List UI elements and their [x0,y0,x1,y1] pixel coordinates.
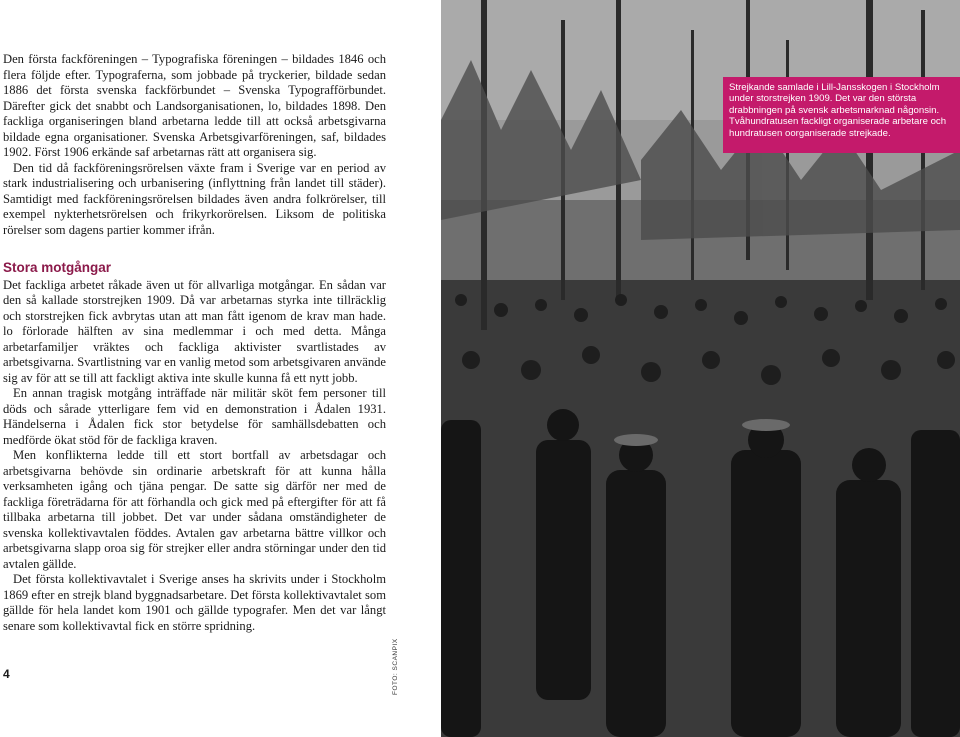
photo-credit: FOTO: SCANPIX [392,638,399,695]
photo-caption: Strejkande samlade i Lill-Jansskogen i Stockholm under storstrejken 1909. Det var den största drabbningen på svensk arbetsmarknad någonsin. Tvåhundratusen fackligt organiserade arbetare och hundratusen oorganiserade strejkade. [723,77,960,153]
page-number: 4 [3,667,10,681]
main-paragraph-4: Det första kollektivavtalet i Sverige anses ha skrivits under i Stockholm 1869 efter en strejk bland byggnadsarbetare. Det första kollektivavtalet som gällde för hela landet kom 1901 och gällde typografer. Men det var långt senare som kollektivavtal fick en större spridning. [3,572,386,633]
article-text-column [3,52,386,634]
section-heading: Stora motgångar [3,260,112,275]
intro-paragraph-2: Den tid då fackföreningsrörelsen växte fram i Sverige var en period av stark industrialisering och urbanisering (inflyttning från landet till städer). Samtidigt med fackföreningsrörelsen bildades även andra folkrörelser, till exempel nykterhetsrörelsen och frikyrkorörelsen. Liksom de politiska rörelser som dagens partier kommer ifrån. [3,160,386,237]
main-paragraph-3: Men konflikterna ledde till ett stort bortfall av arbetsdagar och arbetsgivarna behövde sin ordinarie arbetskraft för att kunna hålla verksamheten igång och tjäna pengar. De satte sig därför ner med de fackliga företrädarna för att förhandla och gick med på eftergifter för att få tillbaka arbetarna till jobbet. Det var under sådana omständigheter de svenska kollektivavtalen föddes. Avtalen gav arbetarna bättre villkor och arbetsgivarna slapp oroa sig för strejker eller andra störningar under den tid avtalen gällde. [3,448,386,571]
main-paragraph-2: En annan tragisk motgång inträffade när militär sköt fem personer till döds och sårade ytterligare fem vid en demonstration i Ådalen 1931. Händelserna i Ådalen fick stor betydelse för samhällsdebatten och medförde ökat stöd för de fackliga kraven. [3,386,386,447]
intro-paragraph-1: Den första fackföreningen – Typografiska föreningen – bildades 1846 och flera följde efter. Typograferna, som jobbade på tryckerier, bildade sedan 1886 det första svenska fackförbundet – Svenska Typografförbundet. Därefter gick det snabbt och Landsorganisationen, lo, bildades 1898. Den fackliga organiseringen bland arbetarna ledde till att också arbetsgivarna bildade egna organisationer. Svenska Arbetsgivarföreningen, saf, bildades 1902. Först 1906 erkände saf arbetarnas rätt att organisera sig. [3,52,386,159]
main-paragraph-1: Det fackliga arbetet råkade även ut för allvarliga motgångar. En sådan var den så kallade storstrejken 1909. Då var arbetarnas styrka inte tillräcklig och storstrejken fick avbrytas utan att man fått igenom de krav man hade. lo förlorade hälften av sina medlemmar i och med detta. Många arbetarfamiljer vräktes och fackliga aktivister svartlistades av arbetsgivarna. Svartlistning var en vanlig metod som arbetsgivaren använde sig av för att se till att fackligt aktiva inte skulle kunna få ett nytt jobb. [3,277,386,385]
